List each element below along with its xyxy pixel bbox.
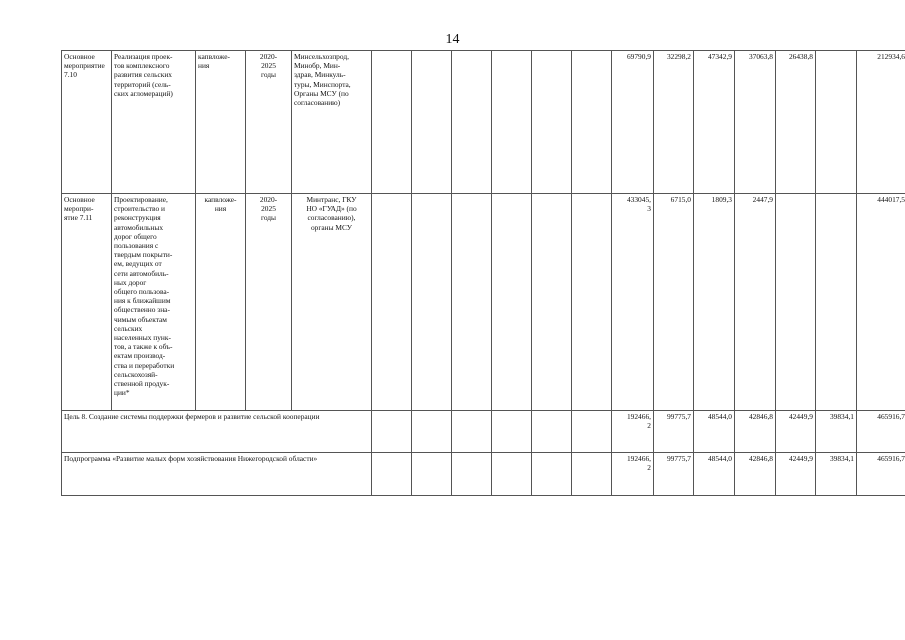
value-cell: 69790,9 (612, 51, 654, 194)
funding-category: капвложе- ния (196, 51, 246, 194)
period: 2020- 2025 годы (246, 194, 292, 411)
empty-cell (412, 411, 452, 453)
empty-cell (492, 51, 532, 194)
value-cell: 47342,9 (694, 51, 735, 194)
total-cell: 465916,7 (857, 453, 905, 496)
empty-cell (372, 194, 412, 411)
value-cell: 1809,3 (694, 194, 735, 411)
value-cell: 192466, 2 (612, 411, 654, 453)
empty-cell (452, 453, 492, 496)
empty-cell (412, 453, 452, 496)
table-row (62, 194, 905, 411)
value-cell: 2447,9 (735, 194, 776, 411)
value-cell: 433045, 3 (612, 194, 654, 411)
value-cell: 99775,7 (654, 411, 694, 453)
value-cell: 99775,7 (654, 453, 694, 496)
value-cell: 26438,8 (776, 51, 816, 194)
subprogram-title: Подпрограмма «Развитие малых форм хозяйствования Нижегородской области» (62, 453, 372, 496)
value-cell: 39834,1 (816, 453, 857, 496)
value-cell: 48544,0 (694, 411, 735, 453)
empty-cell (532, 194, 572, 411)
subprogram-row (62, 453, 905, 496)
value-cell: 6715,0 (654, 194, 694, 411)
empty-cell (572, 411, 612, 453)
empty-cell (532, 411, 572, 453)
executors: Минсельхозпрод, Минобр, Мин- здрав, Минкуль- туры, Минспорта, Органы МСУ (по согласованию) (292, 51, 372, 194)
value-cell: 48544,0 (694, 453, 735, 496)
empty-cell (572, 453, 612, 496)
measure-name: Основное мероприятие 7.10 (62, 51, 112, 194)
empty-cell (532, 453, 572, 496)
total-cell: 212934,6 (857, 51, 905, 194)
value-cell (816, 51, 857, 194)
empty-cell (492, 453, 532, 496)
empty-cell (572, 194, 612, 411)
funding-category: капвложе- ния (196, 194, 246, 411)
goal-title: Цель 8. Создание системы поддержки фермеров и развитие сельской кооперации (62, 411, 372, 453)
total-cell: 444017,5 (857, 194, 905, 411)
value-cell (776, 194, 816, 411)
value-cell: 42846,8 (735, 453, 776, 496)
value-cell (816, 194, 857, 411)
measure-description: Проектирование, строительство и реконструкция автомобильных дорог общего пользования с твердым покрыти- ем, ведущих от сети автомобиль- ных дорог общего пользова- ния к ближайшим общественно зна- чимым объектам сельских населенных пунк- тов, а также к объ- ектам производ- ства и переработки сельскохозяй- ственной продук- ции* (112, 194, 196, 411)
empty-cell (532, 51, 572, 194)
measure-description: Реализация проек- тов комплексного развития сельских территорий (сель- ских агломераций) (112, 51, 196, 194)
empty-cell (452, 51, 492, 194)
executors: Минтранс, ГКУ НО «ГУАД» (по согласованию), органы МСУ (292, 194, 372, 411)
value-cell: 39834,1 (816, 411, 857, 453)
empty-cell (372, 51, 412, 194)
empty-cell (412, 51, 452, 194)
goal-row (62, 411, 905, 453)
value-cell: 192466, 2 (612, 453, 654, 496)
program-table (61, 50, 905, 496)
value-cell: 32298,2 (654, 51, 694, 194)
empty-cell (372, 453, 412, 496)
empty-cell (452, 194, 492, 411)
value-cell: 37063,8 (735, 51, 776, 194)
empty-cell (372, 411, 412, 453)
empty-cell (492, 411, 532, 453)
table-row (62, 51, 905, 194)
value-cell: 42846,8 (735, 411, 776, 453)
empty-cell (452, 411, 492, 453)
page-number: 14 (445, 32, 460, 47)
value-cell: 42449,9 (776, 453, 816, 496)
total-cell: 465916,7 (857, 411, 905, 453)
empty-cell (492, 194, 532, 411)
period: 2020- 2025 годы (246, 51, 292, 194)
measure-name: Основное меропри- ятие 7.11 (62, 194, 112, 411)
empty-cell (412, 194, 452, 411)
value-cell: 42449,9 (776, 411, 816, 453)
empty-cell (572, 51, 612, 194)
